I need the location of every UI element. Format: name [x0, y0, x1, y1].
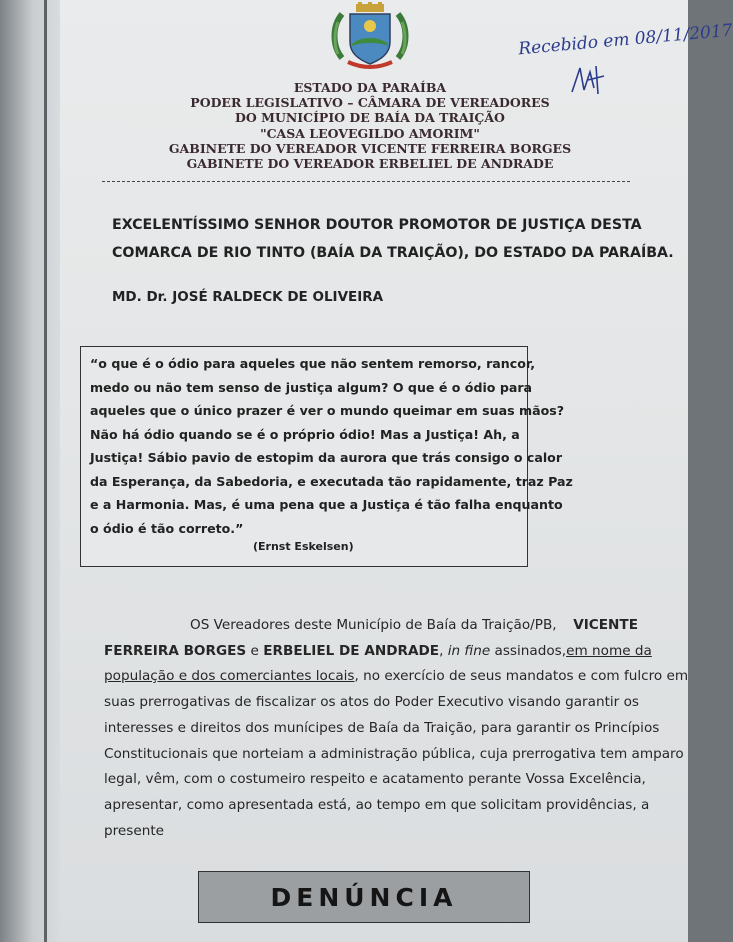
body-line: presente — [104, 822, 165, 839]
salutation-line: EXCELENTÍSSIMO SENHOR DOUTOR PROMOTOR DE JUSTIÇA DESTA — [112, 217, 642, 233]
quote-line: aqueles que o único prazer é ver o mundo queimar em suas mãos? — [90, 403, 565, 418]
salutation-line: COMARCA DE RIO TINTO (BAÍA DA TRAIÇÃO), DO ESTADO DA PARAÍBA. — [112, 245, 674, 261]
body-text-segment: , no exercício de seus mandatos e com fulcro em — [354, 668, 689, 685]
underlined-phrase: população e dos comerciantes locais — [104, 668, 355, 685]
quote-line: o ódio é tão correto.” — [90, 520, 244, 536]
body-text-segment: , — [439, 642, 448, 659]
body-line — [104, 664, 689, 690]
addressee-line — [112, 289, 383, 305]
salutation — [112, 211, 674, 267]
epigraph-quote — [90, 352, 573, 540]
councilor-name: VICENTE — [573, 617, 638, 633]
letterhead-line: DO MUNICÍPIO DE BAÍA DA TRAIÇÃO — [235, 110, 505, 126]
underlined-phrase: em nome da — [566, 642, 652, 659]
body-line — [104, 613, 638, 639]
quote-line: Justiça! Sábio pavio de estopim da aurora que trás consigo o calor — [90, 450, 563, 465]
body-text-segment: e — [246, 642, 264, 659]
body-text-segment: assinados, — [490, 642, 567, 659]
body-line: Constitucionais que norteiam a administração pública, cuja prerrogativa tem amparo — [104, 745, 684, 762]
quote-line: da Esperança, da Sabedoria, e executada tão rapidamente, traz Paz — [90, 473, 573, 489]
coat-of-arms-icon — [328, 2, 412, 72]
document-title-box — [198, 871, 530, 923]
body-line: suas prerrogativas de fiscalizar os atos do Poder Executivo visando garantir os — [104, 694, 639, 711]
letterhead-line: ESTADO DA PARAÍBA — [293, 80, 447, 95]
body-text-segment: OS Vereadores deste Município de Baía da Traição/PB, — [190, 617, 557, 633]
document-title: DENÚNCIA — [270, 882, 458, 912]
letterhead — [150, 80, 590, 171]
quote-line: e a Harmonia. Mas, é uma pena que a Justiça é tão falha enquanto — [90, 497, 563, 512]
councilor-name: FERREIRA BORGES — [104, 642, 247, 659]
latin-term: in fine — [447, 642, 491, 659]
quote-line: Não há ódio quando se é o próprio ódio! Mas a Justiça! Ah, a — [90, 426, 520, 442]
body-line: legal, vêm, com o costumeiro respeito e acatamento perante Vossa Excelência, — [104, 771, 646, 788]
letterhead-line: GABINETE DO VEREADOR ERBELIEL DE ANDRADE — [186, 156, 554, 172]
page-edge-shadow — [44, 0, 47, 942]
handwritten-receipt-note: Recebido em 08/11/2017 — [517, 20, 733, 60]
addressee-prefix: MD. Dr. — [112, 289, 173, 305]
body-line: interesses e direitos dos munícipes de Baía da Traição, para garantir os Princípios — [104, 719, 660, 736]
letterhead-line: "CASA LEOVEGILDO AMORIM" — [260, 125, 480, 141]
letterhead-line: PODER LEGISLATIVO – CÂMARA DE VEREADORES — [190, 95, 550, 111]
councilor-name: ERBELIEL DE ANDRADE — [263, 642, 440, 659]
letterhead-divider — [102, 181, 630, 182]
letterhead-line: GABINETE DO VEREADOR VICENTE FERREIRA BORGES — [168, 140, 572, 156]
addressee-name: JOSÉ RALDECK DE OLIVEIRA — [172, 289, 384, 305]
quote-line: “o que é o ódio para aqueles que não sentem remorso, rancor, — [90, 356, 536, 371]
quote-line: medo ou não tem senso de justiça algum? O que é o ódio para — [90, 379, 533, 395]
body-paragraph — [104, 613, 689, 844]
body-line: apresentar, como apresentada está, ao tempo em que solicitam providências, a — [104, 796, 650, 813]
quote-author: (Ernst Eskelsen) — [253, 540, 354, 553]
body-line — [104, 639, 652, 665]
underlying-page — [0, 0, 60, 942]
